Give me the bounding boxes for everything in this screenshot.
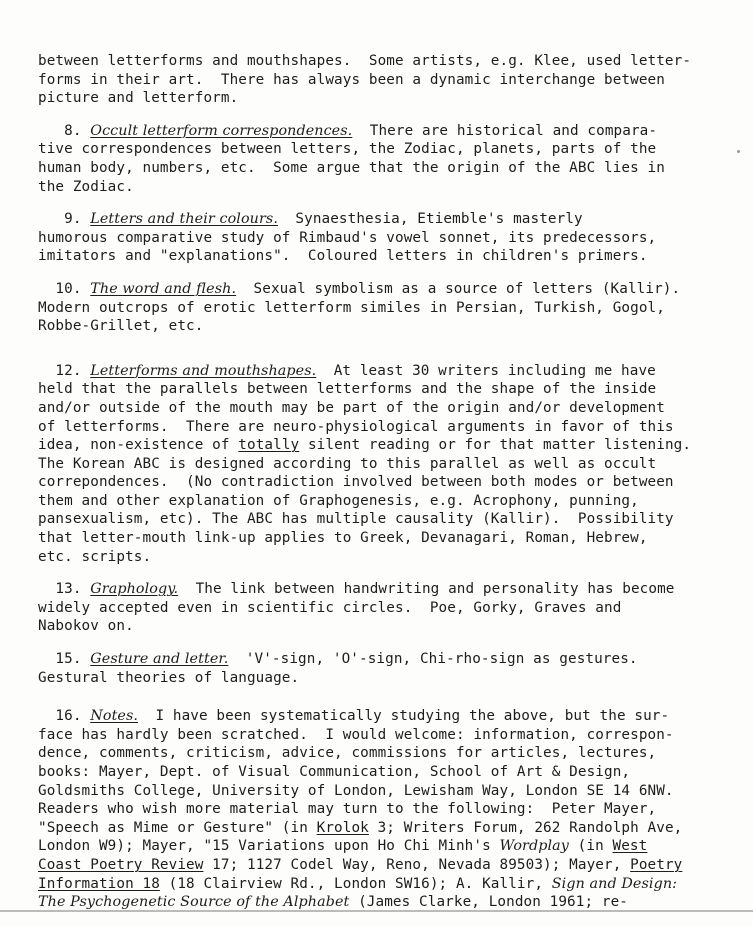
- text-line: dence, comments, criticism, advice, commissions for articles, lectures,: [38, 745, 657, 762]
- section-8: [38, 122, 728, 196]
- line-text: 17; 1127 Codel Way, Reno, Nevada 89503); Mayer,: [203, 856, 631, 873]
- text-line: [38, 819, 728, 838]
- italic-title: The Psychogenetic Source of the Alphabet: [38, 894, 350, 911]
- text-line: [38, 837, 728, 856]
- section-number: 8.: [38, 122, 91, 139]
- line-text: London W9); Mayer, "15 Variations upon Ho Chi Minh's: [38, 838, 500, 855]
- section-title: Graphology.: [90, 581, 179, 598]
- text-line: widely accepted even in scientific circles. Poe, Gorky, Graves and: [38, 599, 622, 616]
- section-title: Letterforms and mouthshapes.: [90, 362, 317, 379]
- text-line: human body, numbers, etc. Some argue that the origin of the ABC lies in: [38, 159, 665, 176]
- text-line: imitators and "explanations". Coloured letters in children's primers.: [38, 248, 648, 265]
- text-line: forms in their art. There has always been a dynamic interchange between: [38, 71, 665, 88]
- text-line: tive correspondences between letters, the Zodiac, planets, parts of the: [38, 141, 657, 158]
- section-10: [38, 280, 728, 336]
- section-number: 9.: [38, 211, 91, 228]
- text-line: picture and letterform.: [38, 90, 239, 107]
- underlined-title: Information 18: [38, 875, 160, 892]
- text-line: [38, 362, 728, 381]
- underlined-word: totally: [238, 437, 300, 454]
- section-title: Notes.: [90, 708, 139, 725]
- underlined-title: West: [612, 838, 648, 855]
- section-number: 12.: [38, 362, 91, 379]
- section-15: [38, 650, 728, 687]
- section-title: Gesture and letter.: [90, 651, 229, 668]
- section-16: [38, 707, 728, 912]
- text-line: pansexualism, etc). The ABC has multiple causality (Kallir). Possibility: [38, 511, 674, 528]
- line-text: I have been systematically studying the above, but the sur-: [138, 708, 670, 725]
- section-title: Occult letterform correspondences.: [90, 122, 353, 139]
- text-line: [38, 580, 728, 599]
- underlined-title: Krolok: [316, 819, 369, 836]
- section-number: 15.: [38, 651, 91, 668]
- line-text: The link between handwriting and personality has become: [178, 581, 675, 598]
- section-title: The word and flesh.: [90, 280, 237, 297]
- italic-title: Sign and Design:: [551, 875, 678, 892]
- section-13: [38, 580, 728, 636]
- text-line: [38, 280, 728, 299]
- line-text: "Speech as Mime or Gesture" (in: [38, 819, 317, 836]
- line-text: There are historical and compara-: [352, 122, 658, 139]
- line-text: Synaesthesia, Etiemble's masterly: [277, 211, 583, 228]
- text-line: held that the parallels between letterforms and the shape of the inside: [38, 381, 657, 398]
- section-title: Letters and their colours.: [90, 211, 278, 228]
- section-number: 16.: [38, 708, 91, 725]
- text-line: [38, 122, 728, 141]
- text-line: Robbe-Grillet, etc.: [38, 318, 204, 335]
- line-text: At least 30 writers including me have: [316, 362, 656, 379]
- text-line: Modern outcrops of erotic letterform similes in Persian, Turkish, Gogol,: [38, 299, 665, 316]
- text-line: The Korean ABC is designed according to this parallel as well as occult: [38, 455, 657, 472]
- section-number: 13.: [38, 581, 91, 598]
- line-text: (in: [568, 838, 613, 855]
- line-text: idea, non-existence of: [38, 437, 239, 454]
- section-9: [38, 210, 728, 266]
- text-line: face has hardly been scratched. I would welcome: information, correspon-: [38, 726, 674, 743]
- text-line: Nabokov on.: [38, 618, 134, 635]
- text-line: correpondences. (No contradiction involved between both modes or between: [38, 474, 674, 491]
- underlined-title: Poetry: [630, 856, 683, 873]
- italic-title: Wordplay: [499, 838, 569, 855]
- scan-speck: [737, 150, 740, 153]
- line-text: 'V'-sign, 'O'-sign, Chi-rho-sign as gestures.: [228, 651, 638, 668]
- text-line: [38, 707, 728, 726]
- page-bottom-edge: [0, 910, 753, 912]
- text-line: [38, 436, 728, 455]
- line-text: silent reading or for that matter listening.: [299, 437, 692, 454]
- text-line: [38, 210, 728, 229]
- document-page: [38, 52, 728, 926]
- text-line: [38, 893, 728, 912]
- text-line: humorous comparative study of Rimbaud's vowel sonnet, its predecessors,: [38, 229, 657, 246]
- section-number: 10.: [38, 280, 91, 297]
- line-text: (James Clarke, London 1961; re-: [349, 894, 629, 911]
- text-line: them and other explanation of Graphogenesis, e.g. Acrophony, punning,: [38, 492, 639, 509]
- text-line: [38, 875, 728, 894]
- text-line: [38, 650, 728, 669]
- text-line: [38, 856, 728, 875]
- text-line: of letterforms. There are neuro-physiological arguments in favor of this: [38, 418, 674, 435]
- text-line: Goldsmiths College, University of London, Lewisham Way, London SE 14 6NW.: [38, 782, 674, 799]
- text-line: etc. scripts.: [38, 548, 152, 565]
- text-line: Gestural theories of language.: [38, 669, 300, 686]
- line-text: (18 Clairview Rd., London SW16); A. Kallir,: [159, 875, 552, 892]
- line-text: Sexual symbolism as a source of letters (Kallir).: [236, 280, 681, 297]
- text-line: the Zodiac.: [38, 178, 134, 195]
- underlined-title: Coast Poetry Review: [38, 856, 204, 873]
- text-line: books: Mayer, Dept. of Visual Communication, School of Art & Design,: [38, 764, 631, 780]
- text-line: that letter-mouth link-up applies to Greek, Devanagari, Roman, Hebrew,: [38, 530, 648, 547]
- text-line: between letterforms and mouthshapes. Some artists, e.g. Klee, used letter-: [38, 53, 692, 69]
- paragraph-intro: [38, 52, 728, 108]
- line-text: 3; Writers Forum, 262 Randolph Ave,: [368, 819, 683, 836]
- section-12: [38, 362, 728, 567]
- text-line: and/or outside of the mouth may be part of the origin and/or development: [38, 399, 665, 416]
- text-line: Readers who wish more material may turn to the following: Peter Mayer,: [38, 801, 657, 818]
